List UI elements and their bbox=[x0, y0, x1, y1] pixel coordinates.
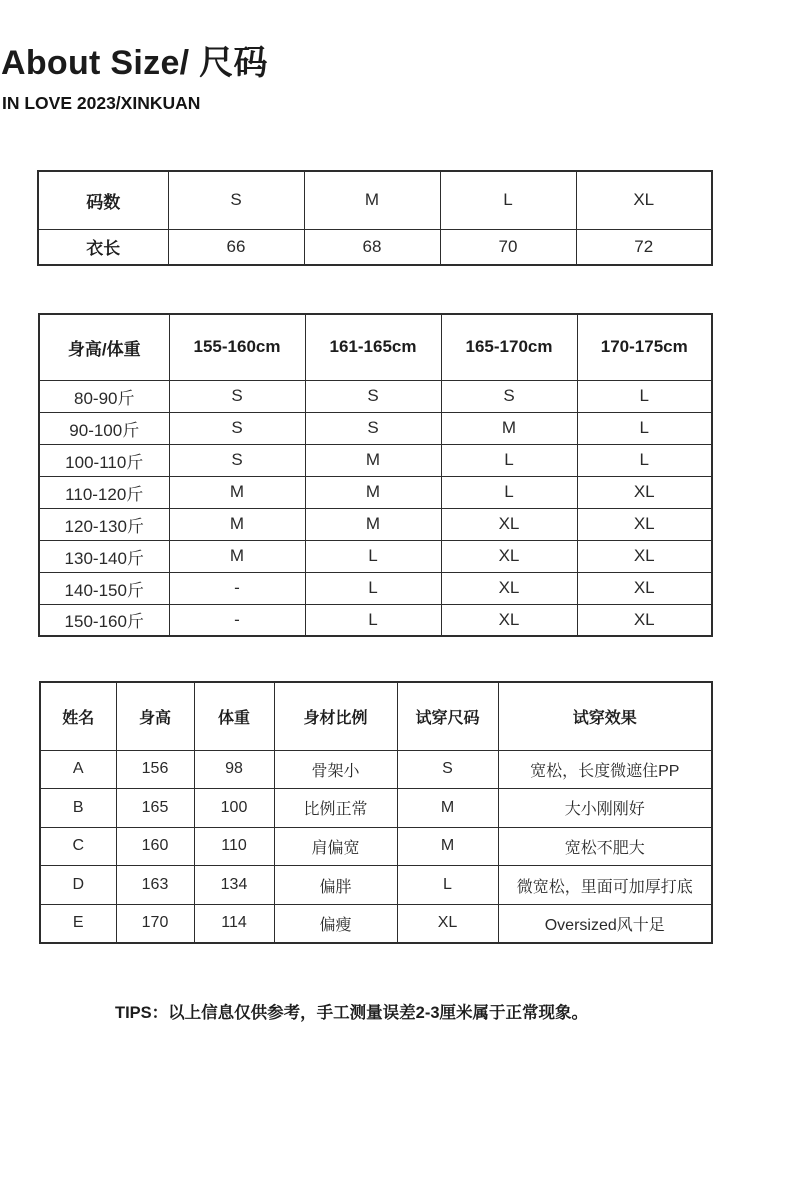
data-cell: 80-90斤 bbox=[39, 380, 169, 412]
data-cell: 100 bbox=[194, 789, 274, 828]
table-row bbox=[39, 380, 712, 412]
data-cell: XL bbox=[397, 904, 498, 943]
data-cell: S bbox=[397, 750, 498, 789]
data-cell: S bbox=[305, 412, 441, 444]
table-row bbox=[40, 750, 712, 789]
header-cell: 身材比例 bbox=[274, 682, 397, 750]
data-cell: 肩偏宽 bbox=[274, 827, 397, 866]
data-cell: 120-130斤 bbox=[39, 508, 169, 540]
header-row bbox=[39, 314, 712, 380]
data-cell: 163 bbox=[116, 866, 194, 905]
data-cell: XL bbox=[441, 604, 577, 636]
table-row bbox=[40, 789, 712, 828]
data-cell: 72 bbox=[576, 229, 712, 265]
data-cell: XL bbox=[441, 572, 577, 604]
data-cell: 偏瘦 bbox=[274, 904, 397, 943]
data-cell: S bbox=[169, 444, 305, 476]
data-cell: - bbox=[169, 572, 305, 604]
data-cell: XL bbox=[577, 604, 712, 636]
data-cell: 微宽松，里面可加厚打底 bbox=[498, 866, 712, 905]
data-cell: Oversized风十足 bbox=[498, 904, 712, 943]
data-cell: 宽松，长度微遮住PP bbox=[498, 750, 712, 789]
data-cell: XL bbox=[441, 540, 577, 572]
data-cell: L bbox=[577, 444, 712, 476]
header-cell: 体重 bbox=[194, 682, 274, 750]
data-cell: M bbox=[441, 412, 577, 444]
data-cell: 90-100斤 bbox=[39, 412, 169, 444]
data-cell: 68 bbox=[304, 229, 440, 265]
header-cell: M bbox=[304, 171, 440, 229]
table-row bbox=[39, 540, 712, 572]
data-cell: B bbox=[40, 789, 116, 828]
data-cell: 165 bbox=[116, 789, 194, 828]
header-cell: 161-165cm bbox=[305, 314, 441, 380]
data-cell: L bbox=[441, 476, 577, 508]
data-cell: S bbox=[169, 412, 305, 444]
data-cell: M bbox=[169, 508, 305, 540]
data-cell: A bbox=[40, 750, 116, 789]
header-cell: L bbox=[440, 171, 576, 229]
data-cell: XL bbox=[577, 572, 712, 604]
data-cell: C bbox=[40, 827, 116, 866]
data-cell: 70 bbox=[440, 229, 576, 265]
header-row bbox=[38, 171, 712, 229]
header-cell: XL bbox=[576, 171, 712, 229]
data-cell: 98 bbox=[194, 750, 274, 789]
table-row bbox=[38, 229, 712, 265]
table-row bbox=[39, 476, 712, 508]
table-row bbox=[39, 604, 712, 636]
table-row bbox=[39, 412, 712, 444]
data-cell: 140-150斤 bbox=[39, 572, 169, 604]
garment-length-table bbox=[37, 170, 713, 266]
data-cell: L bbox=[305, 540, 441, 572]
data-cell: 156 bbox=[116, 750, 194, 789]
header-cell: S bbox=[168, 171, 304, 229]
header-cell: 155-160cm bbox=[169, 314, 305, 380]
data-cell: S bbox=[169, 380, 305, 412]
table-row bbox=[39, 508, 712, 540]
page-subtitle: IN LOVE 2023/XINKUAN bbox=[2, 93, 201, 113]
data-cell: L bbox=[577, 380, 712, 412]
header-cell: 姓名 bbox=[40, 682, 116, 750]
data-cell: 大小刚刚好 bbox=[498, 789, 712, 828]
table-row bbox=[40, 827, 712, 866]
data-cell: 150-160斤 bbox=[39, 604, 169, 636]
data-cell: L bbox=[397, 866, 498, 905]
table-row bbox=[39, 572, 712, 604]
data-cell: XL bbox=[441, 508, 577, 540]
data-cell: 比例正常 bbox=[274, 789, 397, 828]
data-cell: 66 bbox=[168, 229, 304, 265]
data-cell: L bbox=[441, 444, 577, 476]
header-cell: 身高 bbox=[116, 682, 194, 750]
header-cell: 试穿尺码 bbox=[397, 682, 498, 750]
data-cell: M bbox=[397, 789, 498, 828]
data-cell: L bbox=[305, 572, 441, 604]
model-tryon-table bbox=[39, 681, 713, 944]
data-cell: 110-120斤 bbox=[39, 476, 169, 508]
table-row bbox=[39, 444, 712, 476]
data-cell: S bbox=[441, 380, 577, 412]
table-row bbox=[40, 904, 712, 943]
header-cell: 试穿效果 bbox=[498, 682, 712, 750]
data-cell: M bbox=[169, 476, 305, 508]
data-cell: E bbox=[40, 904, 116, 943]
data-cell: XL bbox=[577, 476, 712, 508]
data-cell: - bbox=[169, 604, 305, 636]
data-cell: D bbox=[40, 866, 116, 905]
data-cell: 114 bbox=[194, 904, 274, 943]
data-cell: 100-110斤 bbox=[39, 444, 169, 476]
data-cell: XL bbox=[577, 540, 712, 572]
data-cell: 衣长 bbox=[38, 229, 168, 265]
data-cell: 骨架小 bbox=[274, 750, 397, 789]
data-cell: 宽松不肥大 bbox=[498, 827, 712, 866]
data-cell: M bbox=[305, 444, 441, 476]
header-cell: 码数 bbox=[38, 171, 168, 229]
header-cell: 身高/体重 bbox=[39, 314, 169, 380]
data-cell: L bbox=[577, 412, 712, 444]
data-cell: M bbox=[397, 827, 498, 866]
data-cell: 偏胖 bbox=[274, 866, 397, 905]
tips-note: TIPS：以上信息仅供参考，手工测量误差2-3厘米属于正常现象。 bbox=[115, 1004, 589, 1022]
data-cell: L bbox=[305, 604, 441, 636]
data-cell: M bbox=[169, 540, 305, 572]
data-cell: XL bbox=[577, 508, 712, 540]
table-row bbox=[40, 866, 712, 905]
header-cell: 165-170cm bbox=[441, 314, 577, 380]
data-cell: 160 bbox=[116, 827, 194, 866]
data-cell: M bbox=[305, 508, 441, 540]
data-cell: 134 bbox=[194, 866, 274, 905]
data-cell: 130-140斤 bbox=[39, 540, 169, 572]
height-weight-size-table bbox=[38, 313, 713, 637]
page-title: About Size/ 尺码 bbox=[1, 44, 268, 82]
data-cell: 170 bbox=[116, 904, 194, 943]
header-row bbox=[40, 682, 712, 750]
data-cell: 110 bbox=[194, 827, 274, 866]
data-cell: S bbox=[305, 380, 441, 412]
data-cell: M bbox=[305, 476, 441, 508]
header-cell: 170-175cm bbox=[577, 314, 712, 380]
